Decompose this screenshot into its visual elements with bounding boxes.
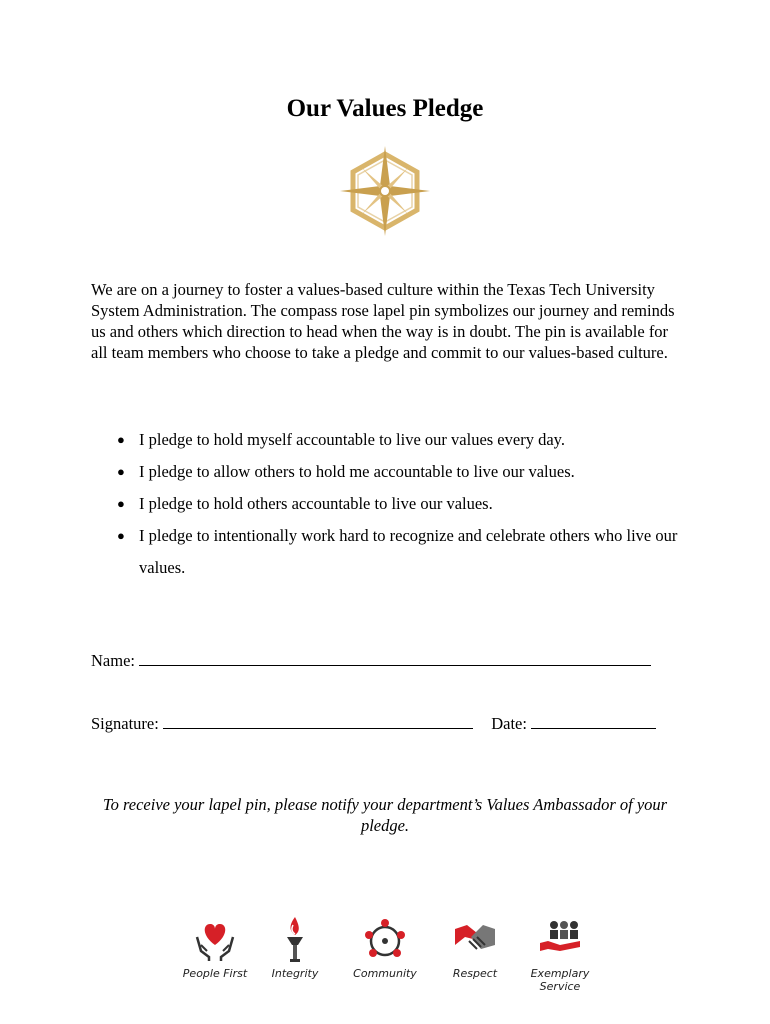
list-item bbox=[91, 488, 691, 520]
bullet-icon: ● bbox=[117, 528, 125, 543]
value-exemplary-service bbox=[515, 915, 605, 993]
date-label: Date: bbox=[491, 714, 527, 733]
list-item bbox=[91, 424, 691, 456]
list-item bbox=[91, 456, 691, 488]
list-item bbox=[91, 520, 691, 584]
heart-hands-icon bbox=[191, 915, 239, 963]
value-label: Exemplary Service bbox=[530, 967, 590, 993]
pledge-text: I pledge to allow others to hold me accountable to live our values. bbox=[139, 462, 575, 481]
compass-rose-logo-icon bbox=[340, 146, 430, 236]
bullet-icon: ● bbox=[117, 464, 125, 479]
pledge-text: I pledge to intentionally work hard to recognize and celebrate others who live our values. bbox=[139, 526, 678, 577]
intro-paragraph: We are on a journey to foster a values-based culture within the Texas Tech University System Administration. The compass rose lapel pin symbolizes our journey and reminds us and others which direction to head when the way is in doubt. The pin is available for all team members who choose to take a pledge and commit to our values-based culture. bbox=[91, 280, 675, 362]
handshake-icon bbox=[451, 915, 499, 963]
value-label: Integrity bbox=[271, 967, 319, 980]
signature-field[interactable] bbox=[163, 711, 473, 729]
page-title: Our Values Pledge bbox=[286, 95, 484, 122]
name-label: Name: bbox=[91, 651, 135, 670]
value-respect bbox=[430, 915, 520, 980]
torch-icon bbox=[271, 915, 319, 963]
bullet-icon: ● bbox=[117, 496, 125, 511]
value-integrity bbox=[250, 915, 340, 980]
name-row bbox=[91, 648, 651, 671]
pledge-text: I pledge to hold myself accountable to live our values every day. bbox=[139, 430, 565, 449]
bullet-icon: ● bbox=[117, 432, 125, 447]
value-community bbox=[340, 915, 430, 980]
name-field[interactable] bbox=[139, 648, 651, 666]
pin-instructions: To receive your lapel pin, please notify your department’s Values Ambassador of your pledge. bbox=[102, 795, 668, 835]
pledge-text: I pledge to hold others accountable to live our values. bbox=[139, 494, 493, 513]
value-label: People First bbox=[182, 967, 248, 980]
pledge-list bbox=[91, 424, 691, 584]
service-hand-icon bbox=[536, 915, 584, 963]
date-field[interactable] bbox=[531, 711, 656, 729]
value-label: Community bbox=[353, 967, 417, 980]
value-label: Respect bbox=[452, 967, 498, 980]
signature-label: Signature: bbox=[91, 714, 159, 733]
value-people-first bbox=[170, 915, 260, 980]
signature-row bbox=[91, 711, 656, 734]
values-icons-row bbox=[170, 915, 620, 995]
people-circle-icon bbox=[361, 915, 409, 963]
